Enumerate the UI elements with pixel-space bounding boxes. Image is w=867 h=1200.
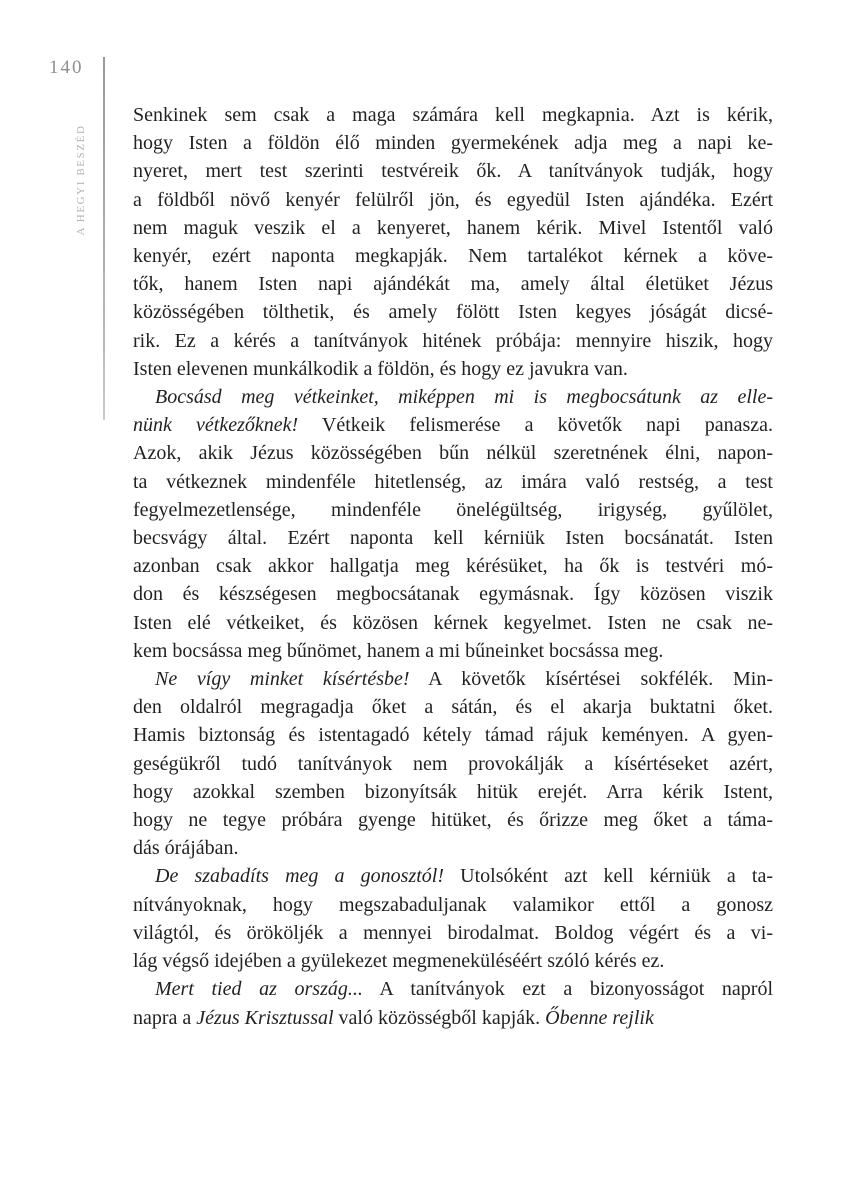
text-line: [133, 834, 773, 862]
text-line: [133, 468, 773, 496]
text-run: A követők kísértései sokfélék. Min-: [409, 668, 773, 691]
text-line: [133, 806, 773, 834]
text-run: hogy azokkal szemben bizonyítsák hitük erejét. Arra kérik Istent,: [133, 780, 773, 803]
text-line: [133, 101, 773, 129]
text-run: Isten elé vétkeiket, és közösen kérnek kegyelmet. Isten ne csak ne-: [133, 611, 773, 634]
text-run: rik. Ez a kérés a tanítványok hitének próbája: mennyire hiszik, hogy: [133, 329, 773, 352]
margin-rule: [103, 57, 105, 420]
text-line: [133, 327, 773, 355]
text-run: fegyelmezetlensége, mindenféle önelégültség, irigység, gyűlölet,: [133, 498, 773, 521]
page-number: 140: [49, 57, 84, 78]
text-run: Isten elevenen munkálkodik a földön, és hogy ez javukra van.: [133, 357, 628, 380]
text-run: Utolsóként azt kell kérniük a ta-: [444, 865, 773, 888]
text-line: [133, 214, 773, 242]
text-run: den oldalról megragadja őket a sátán, és el akarja buktatni őket.: [133, 696, 773, 719]
text-run-italic: De szabadíts meg a gonosztól!: [155, 865, 445, 888]
text-run: azonban csak akkor hallgatja meg kérésüket, ha ők is testvéri mó-: [133, 555, 773, 578]
text-line: [133, 975, 773, 1003]
text-line: [133, 609, 773, 637]
text-run: geségükről tudó tanítványok nem provokálják a kísértéseket azért,: [133, 752, 773, 775]
text-run: a földből növő kenyér felülről jön, és egyedül Isten ajándéka. Ezért: [133, 188, 773, 211]
text-run: Senkinek sem csak a maga számára kell megkapnia. Azt is kérik,: [133, 104, 773, 126]
text-line: [133, 355, 773, 383]
text-run: Hamis biztonság és istentagadó kétely támad rájuk keményen. A gyen-: [133, 724, 773, 747]
text-run-italic: Bocsásd meg vétkeinket, miképpen mi is megbocsátunk az elle-: [155, 386, 773, 409]
text-run: nyeret, mert test szerinti testvéreik ők. A tanítványok tudják, hogy: [133, 160, 773, 183]
text-run-italic: nünk vétkezőknek!: [133, 414, 299, 437]
text-line: [133, 665, 773, 693]
text-run: nítványoknak, hogy megszabaduljanak valamikor ettől a gonosz: [133, 893, 773, 916]
text-body: [133, 101, 773, 1032]
text-run: hogy ne tegye próbára gyenge hitüket, és őrizze meg őket a táma-: [133, 809, 773, 832]
text-run: ta vétkeznek mindenféle hitetlenség, az imára való restség, a test: [133, 470, 773, 493]
text-line: [133, 439, 773, 467]
margin-caption: A HEGYI BESZÉD: [75, 124, 87, 236]
text-line: [133, 891, 773, 919]
text-run: don és készségesen megbocsátanak egymásnak. Így közösen viszik: [133, 583, 773, 606]
text-line: [133, 157, 773, 185]
text-run: kem bocsássa meg bűnömet, hanem a mi bűneinket bocsássa meg.: [133, 639, 664, 662]
text-line: [133, 298, 773, 326]
text-line: [133, 186, 773, 214]
text-line: [133, 496, 773, 524]
text-run: Vétkeik felismerése a követők napi panasza.: [298, 414, 773, 437]
text-run: lág végső idejében a gyülekezet megmeneküléséért szóló kérés ez.: [133, 950, 665, 973]
text-line: [133, 383, 773, 411]
text-run: nem maguk veszik el a kenyeret, hanem kérik. Mivel Istentől való: [133, 216, 773, 239]
text-run-italic: Ne vígy minket kísértésbe!: [155, 668, 410, 691]
text-line: [133, 693, 773, 721]
text-line: [133, 637, 773, 665]
text-line: [133, 1004, 773, 1032]
text-run: kenyér, ezért naponta megkapják. Nem tartalékot kérnek a köve-: [133, 245, 773, 268]
text-line: [133, 919, 773, 947]
text-run: tők, hanem Isten napi ajándékát ma, amely által életüket Jézus: [133, 273, 773, 296]
text-run-italic: Jézus Krisztussal: [196, 1006, 334, 1029]
text-run-italic: Őbenne rejlik: [545, 1006, 654, 1029]
text-run: dás órájában.: [133, 837, 239, 860]
text-line: [133, 778, 773, 806]
text-line: [133, 242, 773, 270]
text-line: [133, 947, 773, 975]
text-line: [133, 580, 773, 608]
text-run: való közösségből kapják.: [333, 1006, 546, 1029]
text-run: A tanítványok ezt a bizonyosságot napról: [362, 978, 773, 1001]
text-run: hogy Isten a földön élő minden gyermekének adja meg a napi ke-: [133, 132, 773, 155]
text-line: [133, 129, 773, 157]
text-line: [133, 270, 773, 298]
text-line: [133, 721, 773, 749]
text-line: [133, 750, 773, 778]
text-line: [133, 411, 773, 439]
text-run: Azok, akik Jézus közösségében bűn nélkül szeretnének élni, napon-: [133, 442, 773, 465]
text-line: [133, 524, 773, 552]
text-run: becsvágy által. Ezért naponta kell kérniük Isten bocsánatát. Isten: [133, 527, 773, 550]
text-line: [133, 552, 773, 580]
text-run: közösségében tölthetik, és amely fölött Isten kegyes jóságát dicsé-: [133, 301, 773, 324]
text-run: világtól, és örököljék a mennyei birodalmat. Boldog végért és a vi-: [133, 921, 773, 944]
text-line: [133, 862, 773, 890]
text-run: napra a: [133, 1006, 197, 1029]
text-run-italic: Mert tied az ország...: [155, 978, 363, 1001]
